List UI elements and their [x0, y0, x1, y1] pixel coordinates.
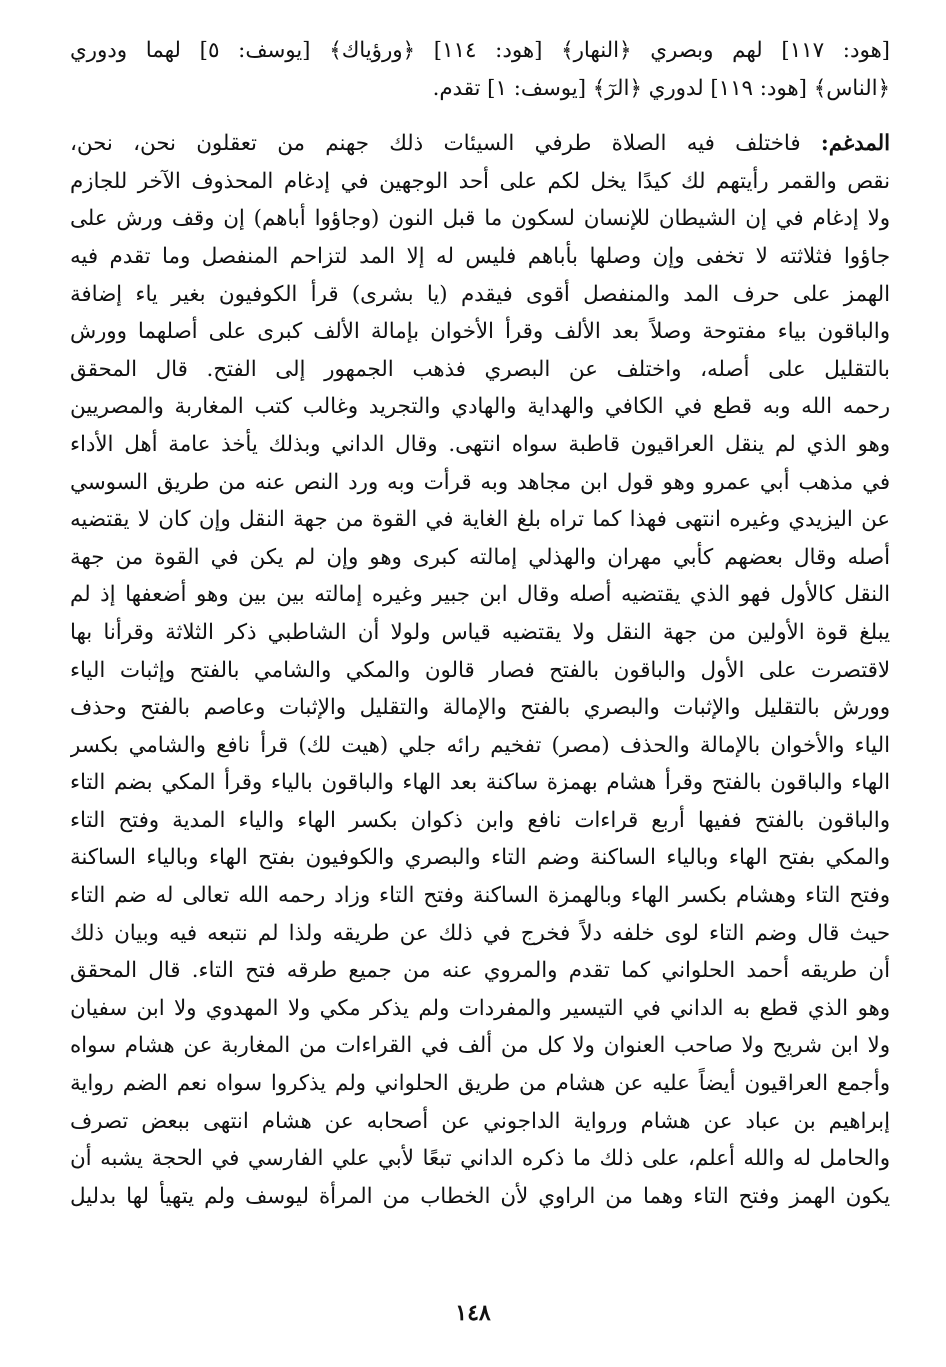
text-line: يكون الهمز وفتح التاء وهما من الراوي لأن الخطاب من المرأة ليوسف ولم يتهيأ لها بدليل [70, 1183, 890, 1209]
text-line: بالتقليل على أصله، واختلف عن البصري فذهب الجمهور إلى الفتح. قال المحقق [70, 356, 890, 382]
text-line: نقص والقمر رأيتهم لك كيدًا يخل لكم على أحد الوجهين في إدغام المحذوف الآخر للجازم [70, 168, 890, 194]
text-line: يبلغ قوة الأولين من جهة النقل ولا يقتضيه قياس ولولا أن الشاطبي ذكر الثلاثة وقرأنا بها [70, 619, 890, 645]
text-line: وورش بالتقليل والإثبات والبصري بالفتح والإمالة والتقليل والإثبات وعاصم بالفتح وحذف [70, 695, 890, 721]
text-line: أصله وقال بعضهم كأبي مهران والهذلي إمالته كبرى وهو وإن لم يكن في القوة من جهة [70, 544, 890, 570]
text-line: عن اليزيدي وغيره انتهى فهذا كما تراه بلغ الغاية في القوة من جهة النقل وإن كان لا يقتضيه [70, 507, 890, 533]
text-line: وهو الذي لم ينقل العراقيون قاطبة سواه انتهى. وقال الداني وبذلك يأخذ عامة أهل الأداء [70, 431, 890, 457]
text-line: إبراهيم بن عباد عن هشام ورواية الداجوني عن أصحابه عن هشام انتهى ببعض تصرف [70, 1108, 890, 1134]
text-line: حيث قال وضم التاء لوى خلفه دلاً فخرج في ذلك عن طريقه ولذا لم نتبعه فيه وبيان ذلك [70, 920, 890, 946]
text-line: رحمه الله وبه قطع في الكافي والهداية والهادي والتجريد وغالب كتب المغاربة والمصريين [70, 394, 890, 420]
text-line: [هود: ١١٧] لهم وبصري ﴿النهار﴾ [هود: ١١٤] ﴿ورؤياك﴾ [يوسف: ٥] لهما ودوري [70, 38, 890, 63]
text-line: والحامل له والله أعلم، على ذلك ما ذكره الداني تبعًا لأبي علي الفارسي في الحجة يشبه أن [70, 1146, 890, 1172]
text-line: والمكي بفتح الهاء وبالياء الساكنة وضم التاء والبصري والكوفيون بفتح الهاء وبالياء الساكنة [70, 845, 890, 871]
page-number: ١٤٨ [455, 1300, 491, 1326]
text-line: والباقون بالفتح ففيها أربع قراءات نافع وابن ذكوان بكسر الهاء والياء المدية وفتح التاء [70, 807, 890, 833]
section-label: المدغم: [820, 131, 890, 157]
text-line-content: فاختلف فيه الصلاة طرفي السيئات ذلك جهنم من تعقلون نحن، نحن، [70, 131, 801, 157]
text-line: الياء والأخوان بالإمالة والحذف (مصر) تفخيم رائه جلي (هيت لك) قرأ نافع والشامي بكسر [70, 732, 890, 758]
text-line: في مذهب أبي عمرو وهو قول ابن مجاهد وبه قرأت وبه ورد النص عنه من طريق السوسي [70, 469, 890, 495]
text-line: أن طريقه أحمد الحلواني كما تقدم والمروي عنه من جميع طرقه فتح التاء. قال المحقق [70, 958, 890, 984]
body-text [70, 32, 890, 1215]
paragraph-gap [70, 107, 890, 125]
text-line: لاقتصرت على الأول والباقون بالفتح فصار قالون والمكي والشامي بالفتح وإثبات الياء [70, 657, 890, 683]
text-line: وأجمع العراقيون أيضاً عليه عن هشام من طريق الحلواني ولم يذكروا سواه نعم الضم رواية [70, 1071, 890, 1097]
text-line: والباقون بياء مفتوحة وصلاً بعد الألف وقرأ الأخوان بإمالة الألف كبرى على أصلهما وورش [70, 319, 890, 345]
text-line [70, 125, 890, 163]
text-line: ﴿الناس﴾ [هود: ١١٩] لدوري ﴿الرٓ﴾ [يوسف: ١] تقدم. [432, 75, 890, 101]
text-line: وفتح التاء وهشام بكسر الهاء وبالهمزة الساكنة وفتح التاء وزاد رحمه الله تعالى له ضم التاء [70, 883, 890, 909]
text-line: الهاء والباقون بالفتح وقرأ هشام بهمزة ساكنة بعد الهاء والباقون بالياء وقرأ المكي بضم التاء [70, 770, 890, 796]
text-line: ولا ابن شريح ولا صاحب العنوان ولا كل من ألف في القراءات من المغاربة عن هشام سواه [70, 1033, 890, 1059]
text-line: الهمز على حرف المد والمنفصل أقوى فيقدم (يا بشرى) قرأ الكوفيون بغير ياء إضافة [70, 281, 890, 307]
text-line: وهو الذي قطع به الداني في التيسير والمفردات ولم يذكر مكي ولا المهدوي ولا ابن سفيان [70, 995, 890, 1021]
text-line: ولا إدغام في إن الشيطان للإنسان لسكون ما قبل النون (وجاؤوا أباهم) إن وقف ورش على [70, 206, 890, 232]
text-line: جاؤوا فثلاثته لا تخفى وإن وصلها بأباهم فليس له إلا المد لتزاحم المنفصل وما تقدم فيه [70, 243, 890, 269]
text-line: النقل كالأول فهو الذي يقتضيه أصله وقال ابن جبير وغيره إمالته بين بين وهو أضعفها إذ لم [70, 582, 890, 608]
